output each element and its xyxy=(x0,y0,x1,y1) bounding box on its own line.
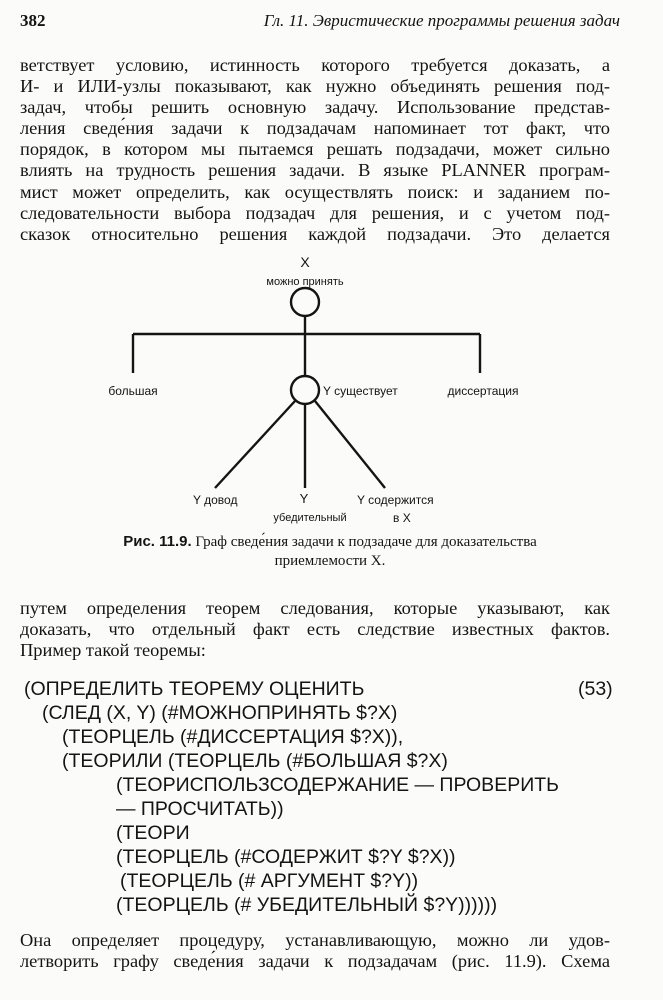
left-leaf-label: большая xyxy=(108,384,158,398)
code-line: (ТЕОРЦЕЛЬ (#ДИССЕРТАЦИЯ $?X)), xyxy=(62,726,404,748)
text-line: ветствует условию, истинность которого требуется доказать, а xyxy=(20,55,610,75)
text-line: ления сведе́ния задачи к подзадачам напоминает тот факт, что xyxy=(20,118,610,139)
right-leaf-label: диссертация xyxy=(447,384,519,398)
equation-number: (53) xyxy=(578,678,613,700)
code-line: (ОПРЕДЕЛИТЬ ТЕОРЕМУ ОЦЕНИТЬ xyxy=(24,678,365,700)
text-line: Она определяет процедуру, устанавливающую, можно ли удов- xyxy=(20,930,610,950)
text-line: влиять на трудность решения задачи. В языке PLANNER програм- xyxy=(20,160,610,181)
text-line: И- и ИЛИ-узлы показывают, как нужно объединять решения под- xyxy=(20,76,610,97)
text-line: доказать, что отдельный факт есть следствие известных фактов. xyxy=(20,619,610,640)
edge-middle-to-child3 xyxy=(315,401,385,488)
code-line: (ТЕОРИСПОЛЬЗСОДЕРЖАНИЕ — ПРОВЕРИТЬ xyxy=(116,774,559,796)
child3-label-line2: в X xyxy=(393,511,411,525)
code-line: (ТЕОРИЛИ (ТЕОРЦЕЛЬ (#БОЛЬШАЯ $?X) xyxy=(62,750,448,772)
code-line: — ПРОСЧИТАТЬ)) xyxy=(116,798,284,820)
code-line: (ТЕОРИ xyxy=(116,822,190,844)
figure-caption xyxy=(20,532,640,571)
paragraph-middle xyxy=(20,598,610,661)
code-line: (ТЕОРЦЕЛЬ (#СОДЕРЖИТ $?Y $?X)) xyxy=(116,846,456,868)
caption-label: Рис. 11.9. xyxy=(123,533,192,550)
child2-variable: Y xyxy=(299,491,309,506)
text-line: следовательности выбора подзадач для решения, и с учетом под- xyxy=(20,202,610,223)
text-line: мист может определить, как осуществлять поиск: и заданием по- xyxy=(20,181,610,202)
paragraph-bottom xyxy=(20,930,610,972)
middle-node xyxy=(291,376,319,404)
child1-label: Y довод xyxy=(193,493,238,507)
root-node-label: можно принять xyxy=(266,276,344,288)
text-line: Пример такой теоремы: xyxy=(20,640,206,661)
text-line: задач, чтобы решить основную задачу. Использование представ- xyxy=(20,97,610,118)
middle-node-label: Y существует xyxy=(323,384,398,398)
caption-text-line2: приемлемости X. xyxy=(274,553,386,569)
running-title: Гл. 11. Эвристические программы решения задач xyxy=(263,11,620,30)
code-line: (СЛЕД (X, Y) (#МОЖНОПРИНЯТЬ $?X) xyxy=(42,702,398,724)
text-line: порядок, в котором мы пытаемся решать подзадачи, может сильно xyxy=(20,139,610,160)
text-line: сказок относительно решения каждой подзадачи. Это делается xyxy=(20,223,610,244)
code-line: (ТЕОРЦЕЛЬ (# УБЕДИТЕЛЬНЫЙ $?Y)))))) xyxy=(116,894,498,916)
root-node xyxy=(291,288,319,316)
text-line: путем определения теорем следования, которые указывают, как xyxy=(20,598,610,618)
child2-label: убедительный xyxy=(273,512,347,524)
caption-text: Граф сведе́ния задачи к подзадаче для доказательства xyxy=(195,534,537,550)
code-line: (ТЕОРЦЕЛЬ (# АРГУМЕНТ $?Y)) xyxy=(120,870,419,892)
edge-middle-to-child1 xyxy=(215,401,295,488)
page-number: 382 xyxy=(20,11,46,30)
child3-label-line1: Y содержится xyxy=(357,493,434,507)
root-node-variable: X xyxy=(300,254,310,270)
text-line: летворить графу сведе́ния задачи к подзадачам (рис. 11.9). Схема xyxy=(20,951,610,972)
